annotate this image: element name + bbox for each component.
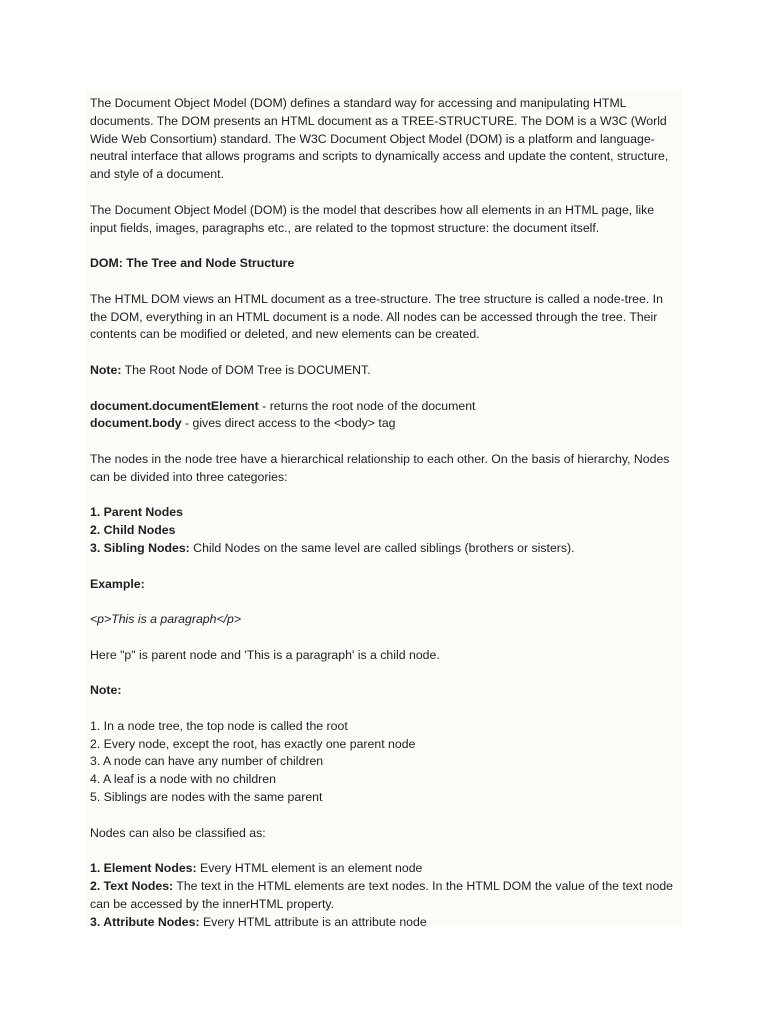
property-document-body: [90, 415, 680, 433]
example-heading: [90, 576, 680, 594]
list-item: 5. Siblings are nodes with the same parent: [90, 790, 323, 805]
intro-paragraph-2: The Document Object Model (DOM) is the model that describes how all elements in an HTML page, like input fields, images, paragraphs etc., are related to the topmost structure: the document itself.: [90, 202, 655, 235]
tree-section-heading-text: DOM: The Tree and Node Structure: [90, 256, 295, 271]
property-desc: - returns the root node of the document: [258, 398, 476, 413]
note-list: [90, 718, 680, 807]
note-heading: [90, 682, 680, 700]
root-node-note: [90, 362, 680, 380]
document-content: [90, 95, 680, 931]
category-desc: Child Nodes on the same level are called siblings (brothers or sisters).: [189, 540, 575, 555]
classification-desc: The text in the HTML elements are text nodes. In the HTML DOM the value of the text node can be accessed by the innerHTML property.: [90, 879, 674, 911]
classification-intro: Nodes can also be classified as:: [90, 825, 266, 840]
root-note-text: The Root Node of DOM Tree is DOCUMENT.: [121, 362, 371, 377]
category-child-nodes: [90, 522, 680, 540]
hierarchy-paragraph: The nodes in the node tree have a hierarchical relationship to each other. On the basis of hierarchy, Nodes can be divided into three categories:: [90, 451, 670, 484]
attribute-nodes-item: [90, 914, 680, 932]
property-name: document.body: [90, 416, 182, 431]
property-document-element: [90, 398, 680, 416]
example-code-text: <p>This is a paragraph</p>: [90, 612, 242, 627]
list-item: 2. Every node, except the root, has exactly one parent node: [90, 736, 416, 751]
node-categories: [90, 504, 680, 557]
intro-paragraph-1: The Document Object Model (DOM) defines a standard way for accessing and manipulating HTML documents. The DOM presents an HTML document as a TREE-STRUCTURE. The DOM is a W3C (World Wide Web Consortium) standard. The W3C Document Object Model (DOM) is a platform and language-neutral interface that allows programs and scripts to dynamically access and update the content, structure, and style of a document.: [90, 96, 669, 182]
root-note-label: Note:: [90, 362, 122, 377]
category-parent-nodes: [90, 504, 680, 522]
classification-list: [90, 860, 680, 931]
text-nodes-item: [90, 878, 680, 914]
example-code: [90, 611, 680, 629]
list-item: 4. A leaf is a node with no children: [90, 772, 276, 787]
tree-section-body: The HTML DOM views an HTML document as a tree-structure. The tree structure is called a node-tree. In the DOM, everything in an HTML document is a node. All nodes can be accessed through the tree. Their contents can be modified or deleted, and new elements can be created.: [90, 291, 663, 342]
example-explanation: Here "p" is parent node and 'This is a paragraph' is a child node.: [90, 647, 440, 662]
tree-section-heading: [90, 255, 680, 273]
list-item: 3. A node can have any number of children: [90, 754, 324, 769]
category-label: 1. Parent Nodes: [90, 505, 183, 520]
list-item: 1. In a node tree, the top node is called the root: [90, 718, 348, 733]
dom-properties: [90, 398, 680, 434]
property-name: document.documentElement: [90, 398, 259, 413]
classification-label: 3. Attribute Nodes:: [90, 914, 200, 929]
example-heading-text: Example:: [90, 576, 145, 591]
note-heading-text: Note:: [90, 683, 122, 698]
classification-label: 2. Text Nodes:: [90, 879, 174, 894]
category-sibling-nodes: [90, 540, 680, 558]
category-label: 2. Child Nodes: [90, 523, 176, 538]
category-label: 3. Sibling Nodes:: [90, 540, 190, 555]
property-desc: - gives direct access to the <body> tag: [181, 416, 396, 431]
classification-desc: Every HTML attribute is an attribute node: [199, 914, 427, 929]
classification-desc: Every HTML element is an element node: [196, 861, 423, 876]
element-nodes-item: [90, 860, 680, 878]
classification-label: 1. Element Nodes:: [90, 861, 197, 876]
